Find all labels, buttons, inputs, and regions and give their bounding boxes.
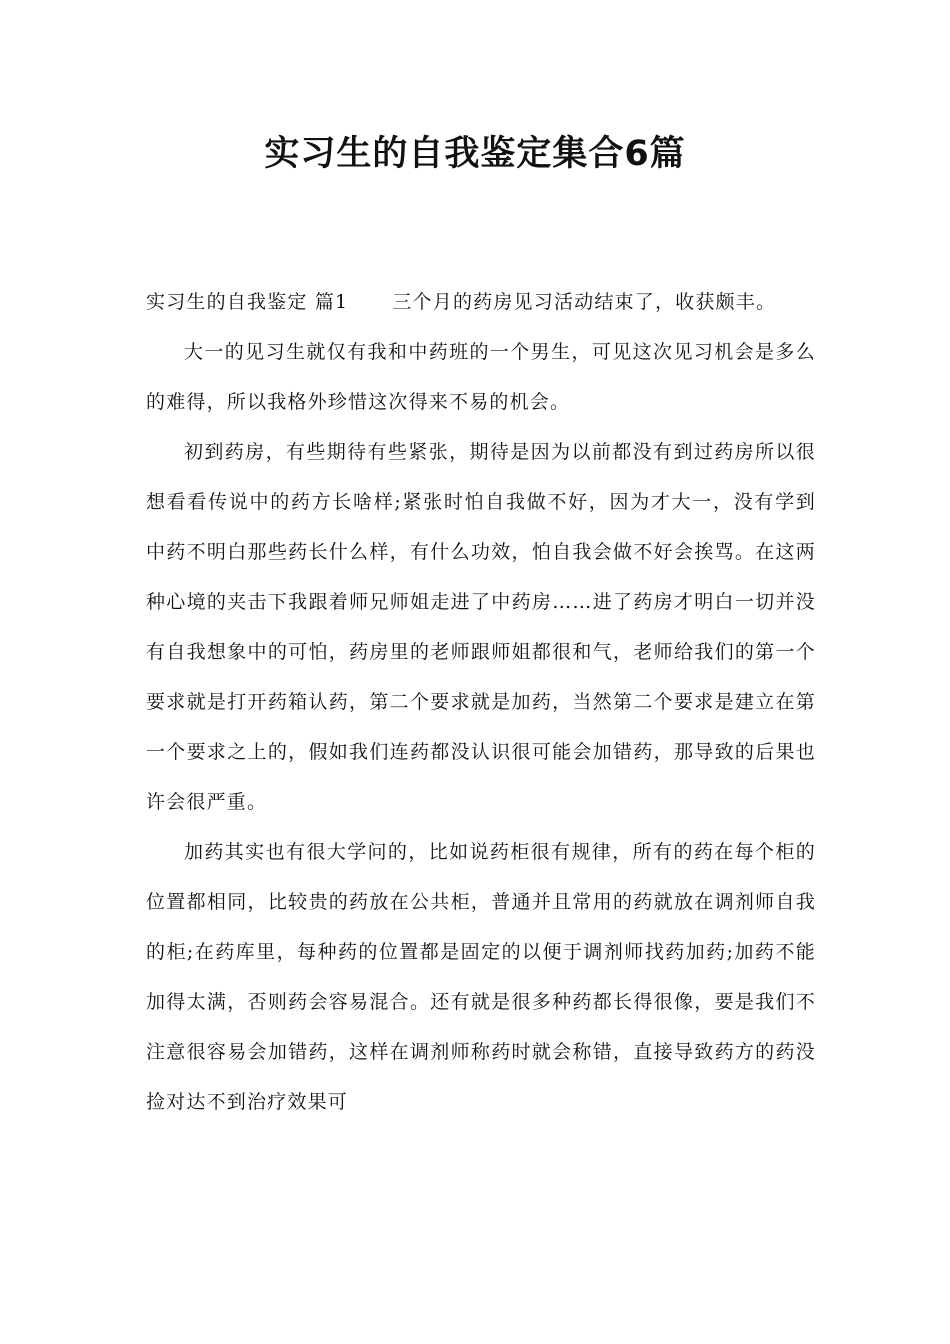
- document-body: [146, 277, 816, 1127]
- first-paragraph-text: 三个月的药房见习活动结束了，收获颇丰。: [392, 291, 777, 313]
- paragraph-3: 初到药房，有些期待有些紧张，期待是因为以前都没有到过药房所以很想看看传说中的药方长啥样;紧张时怕自我做不好，因为才大一，没有学到中药不明白那些药长什么样，有什么功效，怕自我会做不好会挨骂。在这两种心境的夹击下我跟着师兄师姐走进了中药房……进了药房才明白一切并没有自我想象中的可怕，药房里的老师跟师姐都很和气，老师给我们的第一个要求就是打开药箱认药，第二个要求就是加药，当然第二个要求是建立在第一个要求之上的，假如我们连药都没认识很可能会加错药，那导致的后果也许会很严重。: [146, 441, 816, 813]
- paragraph-2: 大一的见习生就仅有我和中药班的一个男生，可见这次见习机会是多么的难得，所以我格外珍惜这次得来不易的机会。: [146, 341, 816, 413]
- section-heading: 实习生的自我鉴定 篇1: [146, 291, 349, 313]
- paragraph-4: 加药其实也有很大学问的，比如说药柜很有规律，所有的药在每个柜的位置都相同，比较贵的药放在公共柜，普通并且常用的药就放在调剂师自我的柜;在药库里，每种药的位置都是固定的以便于调剂师找药加药;加药不能加得太满，否则药会容易混合。还有就是很多种药都长得很像，要是我们不注意很容易会加错药，这样在调剂师称药时就会称错，直接导致药方的药没捡对达不到治疗效果可: [146, 841, 816, 1113]
- first-paragraph: [146, 277, 816, 327]
- document-title: 实习生的自我鉴定集合6篇: [264, 134, 686, 174]
